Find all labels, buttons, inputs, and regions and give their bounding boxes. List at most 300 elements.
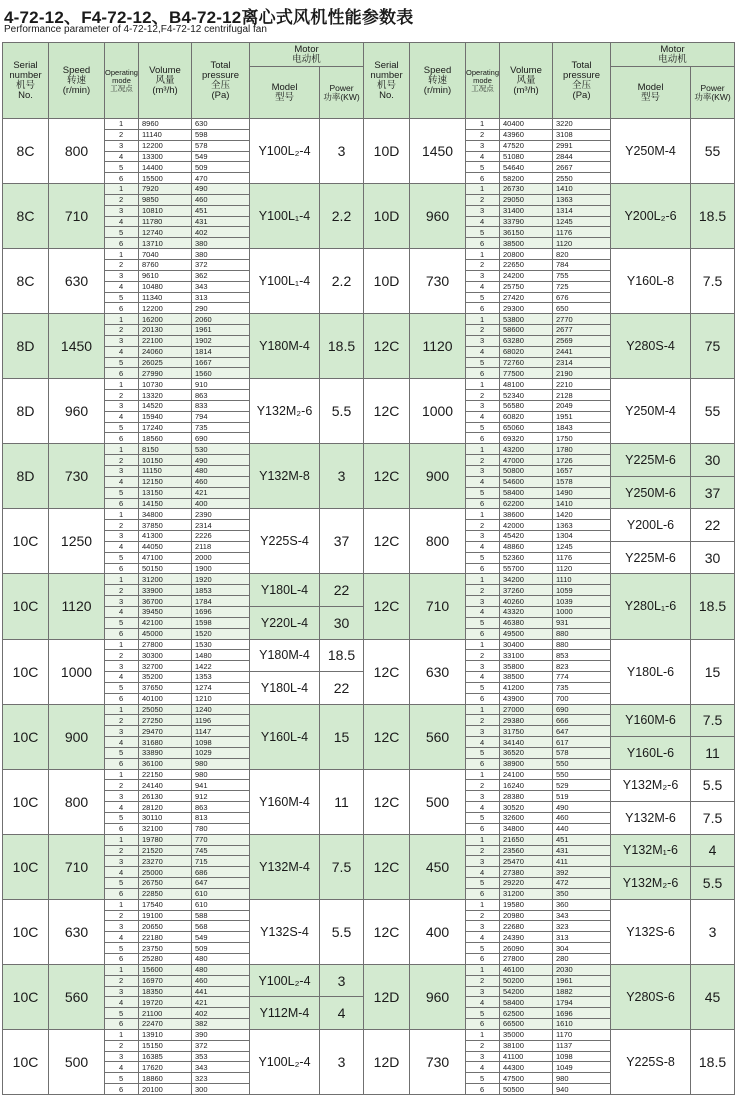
volume-cell: 10150 bbox=[139, 455, 192, 466]
motor-model-cell: Y220L-4 bbox=[250, 606, 320, 639]
operating-point-cell: 3 bbox=[105, 661, 139, 672]
serial-number-cell: 8D bbox=[3, 444, 49, 509]
pressure-cell: 353 bbox=[192, 1051, 250, 1062]
pressure-cell: 863 bbox=[192, 802, 250, 813]
volume-cell: 62500 bbox=[500, 1008, 553, 1019]
motor-model-cell: Y132S-6 bbox=[611, 899, 691, 964]
pressure-cell: 280 bbox=[553, 953, 611, 964]
operating-point-cell: 1 bbox=[466, 704, 500, 715]
motor-power-cell: 18.5 bbox=[320, 314, 364, 379]
speed-cell: 560 bbox=[49, 964, 105, 1029]
volume-cell: 15940 bbox=[139, 411, 192, 422]
operating-point-cell: 4 bbox=[105, 737, 139, 748]
volume-cell: 50150 bbox=[139, 563, 192, 574]
operating-point-cell: 4 bbox=[466, 1062, 500, 1073]
operating-point-cell: 6 bbox=[105, 563, 139, 574]
motor-model-cell: Y132M₂-6 bbox=[611, 769, 691, 802]
motor-model-cell: Y225S-8 bbox=[611, 1029, 691, 1094]
pressure-cell: 421 bbox=[192, 997, 250, 1008]
pressure-cell: 2390 bbox=[192, 509, 250, 520]
operating-point-cell: 3 bbox=[105, 335, 139, 346]
serial-number-cell: 10C bbox=[3, 639, 49, 704]
operating-point-cell: 1 bbox=[466, 119, 500, 130]
speed-cell: 1250 bbox=[49, 509, 105, 574]
pressure-cell: 1098 bbox=[192, 737, 250, 748]
operating-point-cell: 1 bbox=[105, 509, 139, 520]
pressure-cell: 372 bbox=[192, 1040, 250, 1051]
motor-model-cell: Y160M-6 bbox=[611, 704, 691, 737]
motor-model-cell: Y100L₁-4 bbox=[250, 184, 320, 249]
header-volume: Volume 风量 (m³/h) bbox=[139, 43, 192, 119]
volume-cell: 55700 bbox=[500, 563, 553, 574]
volume-cell: 54200 bbox=[500, 986, 553, 997]
pressure-cell: 735 bbox=[553, 682, 611, 693]
pressure-cell: 1560 bbox=[192, 368, 250, 379]
operating-point-cell: 5 bbox=[105, 552, 139, 563]
serial-number-cell: 12C bbox=[364, 704, 410, 769]
operating-point-cell: 2 bbox=[466, 455, 500, 466]
speed-cell: 630 bbox=[49, 899, 105, 964]
pressure-cell: 460 bbox=[192, 476, 250, 487]
motor-power-cell: 18.5 bbox=[691, 184, 735, 249]
operating-point-cell: 4 bbox=[105, 1062, 139, 1073]
pressure-cell: 343 bbox=[192, 281, 250, 292]
volume-cell: 47100 bbox=[139, 552, 192, 563]
motor-power-cell: 2.2 bbox=[320, 184, 364, 249]
volume-cell: 45000 bbox=[139, 628, 192, 639]
header-motor-right: Motor 电动机 bbox=[611, 43, 735, 67]
volume-cell: 54640 bbox=[500, 162, 553, 173]
volume-cell: 37260 bbox=[500, 585, 553, 596]
pressure-cell: 931 bbox=[553, 617, 611, 628]
volume-cell: 20100 bbox=[139, 1084, 192, 1095]
pressure-cell: 610 bbox=[192, 888, 250, 899]
operating-point-cell: 3 bbox=[466, 531, 500, 542]
motor-power-cell: 18.5 bbox=[320, 639, 364, 672]
volume-cell: 43320 bbox=[500, 606, 553, 617]
motor-power-cell: 5.5 bbox=[691, 769, 735, 802]
pressure-cell: 912 bbox=[192, 791, 250, 802]
volume-cell: 30520 bbox=[500, 802, 553, 813]
operating-point-cell: 4 bbox=[466, 476, 500, 487]
operating-point-cell: 1 bbox=[105, 444, 139, 455]
operating-point-cell: 3 bbox=[466, 986, 500, 997]
volume-cell: 34800 bbox=[500, 823, 553, 834]
pressure-cell: 1780 bbox=[553, 444, 611, 455]
speed-cell: 730 bbox=[410, 1029, 466, 1094]
volume-cell: 17240 bbox=[139, 422, 192, 433]
pressure-cell: 1951 bbox=[553, 411, 611, 422]
operating-point-cell: 5 bbox=[105, 487, 139, 498]
operating-point-cell: 4 bbox=[466, 216, 500, 227]
header-serial: Serial number 机号 No. bbox=[3, 43, 49, 119]
pressure-cell: 530 bbox=[192, 444, 250, 455]
volume-cell: 44050 bbox=[139, 541, 192, 552]
speed-cell: 730 bbox=[410, 249, 466, 314]
speed-cell: 800 bbox=[410, 509, 466, 574]
volume-cell: 39450 bbox=[139, 606, 192, 617]
operating-point-cell: 1 bbox=[466, 184, 500, 195]
pressure-cell: 650 bbox=[553, 303, 611, 314]
pressure-cell: 362 bbox=[192, 270, 250, 281]
operating-point-cell: 1 bbox=[466, 1029, 500, 1040]
operating-point-cell: 1 bbox=[105, 639, 139, 650]
operating-point-cell: 5 bbox=[466, 878, 500, 889]
speed-cell: 560 bbox=[410, 704, 466, 769]
serial-number-cell: 12C bbox=[364, 444, 410, 509]
pressure-cell: 1490 bbox=[553, 487, 611, 498]
volume-cell: 33890 bbox=[139, 747, 192, 758]
operating-point-cell: 2 bbox=[105, 259, 139, 270]
table-row bbox=[3, 444, 735, 455]
volume-cell: 68020 bbox=[500, 346, 553, 357]
pressure-cell: 411 bbox=[553, 856, 611, 867]
pressure-cell: 2210 bbox=[553, 379, 611, 390]
table-row bbox=[3, 964, 735, 975]
volume-cell: 8960 bbox=[139, 119, 192, 130]
pressure-cell: 1920 bbox=[192, 574, 250, 585]
volume-cell: 19780 bbox=[139, 834, 192, 845]
pressure-cell: 755 bbox=[553, 270, 611, 281]
operating-point-cell: 2 bbox=[105, 129, 139, 140]
motor-model-cell: Y100L₂-4 bbox=[250, 119, 320, 184]
operating-point-cell: 5 bbox=[105, 422, 139, 433]
speed-cell: 960 bbox=[49, 379, 105, 444]
operating-point-cell: 5 bbox=[105, 813, 139, 824]
motor-model-cell: Y180M-4 bbox=[250, 314, 320, 379]
volume-cell: 26750 bbox=[139, 878, 192, 889]
operating-point-cell: 1 bbox=[466, 249, 500, 260]
serial-number-cell: 12D bbox=[364, 1029, 410, 1094]
motor-model-cell: Y132M₁-6 bbox=[611, 834, 691, 867]
volume-cell: 36150 bbox=[500, 227, 553, 238]
pressure-cell: 360 bbox=[553, 899, 611, 910]
pressure-cell: 770 bbox=[192, 834, 250, 845]
pressure-cell: 1610 bbox=[553, 1019, 611, 1030]
serial-number-cell: 10D bbox=[364, 249, 410, 314]
volume-cell: 23270 bbox=[139, 856, 192, 867]
pressure-cell: 794 bbox=[192, 411, 250, 422]
volume-cell: 23750 bbox=[139, 943, 192, 954]
pressure-cell: 1245 bbox=[553, 541, 611, 552]
pressure-cell: 1480 bbox=[192, 650, 250, 661]
pressure-cell: 490 bbox=[192, 455, 250, 466]
volume-cell: 17540 bbox=[139, 899, 192, 910]
volume-cell: 22470 bbox=[139, 1019, 192, 1030]
operating-point-cell: 6 bbox=[105, 1084, 139, 1095]
operating-point-cell: 4 bbox=[466, 867, 500, 878]
speed-cell: 1120 bbox=[49, 574, 105, 639]
operating-point-cell: 2 bbox=[466, 129, 500, 140]
operating-point-cell: 3 bbox=[105, 1051, 139, 1062]
volume-cell: 15150 bbox=[139, 1040, 192, 1051]
volume-cell: 9610 bbox=[139, 270, 192, 281]
volume-cell: 25000 bbox=[139, 867, 192, 878]
operating-point-cell: 1 bbox=[105, 119, 139, 130]
pressure-cell: 2667 bbox=[553, 162, 611, 173]
operating-point-cell: 1 bbox=[105, 1029, 139, 1040]
pressure-cell: 2118 bbox=[192, 541, 250, 552]
operating-point-cell: 2 bbox=[466, 910, 500, 921]
pressure-cell: 647 bbox=[553, 726, 611, 737]
pressure-cell: 735 bbox=[192, 422, 250, 433]
volume-cell: 62200 bbox=[500, 498, 553, 509]
motor-power-cell: 3 bbox=[320, 119, 364, 184]
operating-point-cell: 6 bbox=[466, 238, 500, 249]
pressure-cell: 323 bbox=[192, 1073, 250, 1084]
operating-point-cell: 6 bbox=[466, 823, 500, 834]
volume-cell: 22180 bbox=[139, 932, 192, 943]
operating-point-cell: 3 bbox=[105, 270, 139, 281]
operating-point-cell: 4 bbox=[466, 281, 500, 292]
motor-power-cell: 7.5 bbox=[320, 834, 364, 899]
operating-point-cell: 3 bbox=[105, 400, 139, 411]
operating-point-cell: 6 bbox=[466, 953, 500, 964]
motor-model-cell: Y100L₂-4 bbox=[250, 964, 320, 997]
pressure-cell: 880 bbox=[553, 628, 611, 639]
pressure-cell: 686 bbox=[192, 867, 250, 878]
volume-cell: 54600 bbox=[500, 476, 553, 487]
operating-point-cell: 1 bbox=[105, 834, 139, 845]
serial-number-cell: 10C bbox=[3, 574, 49, 639]
volume-cell: 12740 bbox=[139, 227, 192, 238]
operating-point-cell: 4 bbox=[466, 932, 500, 943]
volume-cell: 13910 bbox=[139, 1029, 192, 1040]
volume-cell: 7040 bbox=[139, 249, 192, 260]
motor-power-cell: 37 bbox=[320, 509, 364, 574]
operating-point-cell: 1 bbox=[105, 899, 139, 910]
volume-cell: 10730 bbox=[139, 379, 192, 390]
volume-cell: 22850 bbox=[139, 888, 192, 899]
operating-point-cell: 4 bbox=[466, 346, 500, 357]
motor-model-cell: Y132M-6 bbox=[611, 802, 691, 835]
operating-point-cell: 2 bbox=[466, 975, 500, 986]
operating-point-cell: 5 bbox=[105, 617, 139, 628]
pressure-cell: 451 bbox=[192, 205, 250, 216]
volume-cell: 20980 bbox=[500, 910, 553, 921]
pressure-cell: 676 bbox=[553, 292, 611, 303]
volume-cell: 13710 bbox=[139, 238, 192, 249]
pressure-cell: 480 bbox=[192, 466, 250, 477]
pressure-cell: 2049 bbox=[553, 400, 611, 411]
motor-power-cell: 7.5 bbox=[691, 802, 735, 835]
motor-power-cell: 55 bbox=[691, 379, 735, 444]
volume-cell: 30110 bbox=[139, 813, 192, 824]
motor-power-cell: 11 bbox=[320, 769, 364, 834]
pressure-cell: 1210 bbox=[192, 693, 250, 704]
operating-point-cell: 2 bbox=[105, 975, 139, 986]
operating-point-cell: 3 bbox=[466, 400, 500, 411]
pressure-cell: 578 bbox=[553, 747, 611, 758]
volume-cell: 28120 bbox=[139, 802, 192, 813]
volume-cell: 24060 bbox=[139, 346, 192, 357]
pressure-cell: 823 bbox=[553, 661, 611, 672]
speed-cell: 500 bbox=[49, 1029, 105, 1094]
operating-point-cell: 3 bbox=[466, 270, 500, 281]
pressure-cell: 2569 bbox=[553, 335, 611, 346]
volume-cell: 10810 bbox=[139, 205, 192, 216]
operating-point-cell: 1 bbox=[466, 379, 500, 390]
volume-cell: 29380 bbox=[500, 715, 553, 726]
volume-cell: 31200 bbox=[500, 888, 553, 899]
pressure-cell: 1420 bbox=[553, 509, 611, 520]
serial-number-cell: 8C bbox=[3, 249, 49, 314]
motor-model-cell: Y100L₂-4 bbox=[250, 1029, 320, 1094]
volume-cell: 44300 bbox=[500, 1062, 553, 1073]
motor-power-cell: 18.5 bbox=[691, 574, 735, 639]
speed-cell: 730 bbox=[49, 444, 105, 509]
pressure-cell: 1784 bbox=[192, 596, 250, 607]
volume-cell: 25750 bbox=[500, 281, 553, 292]
operating-point-cell: 5 bbox=[105, 747, 139, 758]
volume-cell: 38500 bbox=[500, 672, 553, 683]
pressure-cell: 400 bbox=[192, 498, 250, 509]
table-row bbox=[3, 639, 735, 650]
pressure-cell: 1667 bbox=[192, 357, 250, 368]
operating-point-cell: 2 bbox=[466, 390, 500, 401]
volume-cell: 47000 bbox=[500, 455, 553, 466]
operating-point-cell: 4 bbox=[105, 281, 139, 292]
header-pressure: Total pressure 全压 (Pa) bbox=[192, 43, 250, 119]
volume-cell: 46380 bbox=[500, 617, 553, 628]
volume-cell: 33900 bbox=[139, 585, 192, 596]
volume-cell: 36700 bbox=[139, 596, 192, 607]
operating-point-cell: 5 bbox=[466, 552, 500, 563]
table-row bbox=[3, 249, 735, 260]
volume-cell: 27000 bbox=[500, 704, 553, 715]
volume-cell: 18860 bbox=[139, 1073, 192, 1084]
volume-cell: 40400 bbox=[500, 119, 553, 130]
operating-point-cell: 2 bbox=[105, 715, 139, 726]
volume-cell: 66500 bbox=[500, 1019, 553, 1030]
volume-cell: 31400 bbox=[500, 205, 553, 216]
operating-point-cell: 6 bbox=[466, 888, 500, 899]
operating-point-cell: 3 bbox=[466, 466, 500, 477]
motor-power-cell: 3 bbox=[320, 444, 364, 509]
operating-point-cell: 1 bbox=[105, 184, 139, 195]
operating-point-cell: 4 bbox=[466, 541, 500, 552]
volume-cell: 51080 bbox=[500, 151, 553, 162]
volume-cell: 16385 bbox=[139, 1051, 192, 1062]
operating-point-cell: 3 bbox=[105, 205, 139, 216]
motor-power-cell: 5.5 bbox=[320, 899, 364, 964]
operating-point-cell: 5 bbox=[105, 162, 139, 173]
speed-cell: 400 bbox=[410, 899, 466, 964]
operating-point-cell: 5 bbox=[105, 943, 139, 954]
motor-power-cell: 30 bbox=[691, 444, 735, 477]
operating-point-cell: 4 bbox=[105, 932, 139, 943]
volume-cell: 26090 bbox=[500, 943, 553, 954]
operating-point-cell: 2 bbox=[466, 520, 500, 531]
pressure-cell: 509 bbox=[192, 162, 250, 173]
operating-point-cell: 6 bbox=[105, 953, 139, 964]
pressure-cell: 490 bbox=[192, 184, 250, 195]
pressure-cell: 549 bbox=[192, 151, 250, 162]
operating-point-cell: 4 bbox=[105, 672, 139, 683]
volume-cell: 34200 bbox=[500, 574, 553, 585]
serial-number-cell: 12D bbox=[364, 964, 410, 1029]
operating-point-cell: 2 bbox=[105, 455, 139, 466]
pressure-cell: 2441 bbox=[553, 346, 611, 357]
pressure-cell: 1696 bbox=[553, 1008, 611, 1019]
volume-cell: 20650 bbox=[139, 921, 192, 932]
volume-cell: 40100 bbox=[139, 693, 192, 704]
volume-cell: 36100 bbox=[139, 758, 192, 769]
volume-cell: 52360 bbox=[500, 552, 553, 563]
speed-cell: 630 bbox=[49, 249, 105, 314]
pressure-cell: 343 bbox=[553, 910, 611, 921]
speed-cell: 630 bbox=[410, 639, 466, 704]
volume-cell: 25470 bbox=[500, 856, 553, 867]
volume-cell: 29470 bbox=[139, 726, 192, 737]
operating-point-cell: 2 bbox=[105, 650, 139, 661]
operating-point-cell: 6 bbox=[105, 303, 139, 314]
operating-point-cell: 1 bbox=[466, 964, 500, 975]
volume-cell: 32600 bbox=[500, 813, 553, 824]
motor-power-cell: 5.5 bbox=[691, 867, 735, 900]
motor-power-cell: 3 bbox=[691, 899, 735, 964]
volume-cell: 27250 bbox=[139, 715, 192, 726]
pressure-cell: 1814 bbox=[192, 346, 250, 357]
pressure-cell: 1049 bbox=[553, 1062, 611, 1073]
operating-point-cell: 5 bbox=[466, 162, 500, 173]
operating-point-cell: 4 bbox=[466, 411, 500, 422]
volume-cell: 56580 bbox=[500, 400, 553, 411]
pressure-cell: 880 bbox=[553, 639, 611, 650]
table-row bbox=[3, 704, 735, 715]
volume-cell: 8760 bbox=[139, 259, 192, 270]
pressure-cell: 610 bbox=[192, 899, 250, 910]
operating-point-cell: 3 bbox=[466, 661, 500, 672]
operating-point-cell: 5 bbox=[466, 1008, 500, 1019]
pressure-cell: 421 bbox=[192, 487, 250, 498]
volume-cell: 15600 bbox=[139, 964, 192, 975]
operating-point-cell: 4 bbox=[105, 346, 139, 357]
pressure-cell: 820 bbox=[553, 249, 611, 260]
pressure-cell: 1120 bbox=[553, 563, 611, 574]
operating-point-cell: 6 bbox=[105, 628, 139, 639]
volume-cell: 60820 bbox=[500, 411, 553, 422]
volume-cell: 13320 bbox=[139, 390, 192, 401]
volume-cell: 27800 bbox=[500, 953, 553, 964]
page-title: 4-72-12、F4-72-12、B4-72-12离心式风机性能参数表 bbox=[4, 8, 414, 27]
pressure-cell: 1029 bbox=[192, 747, 250, 758]
motor-model-cell: Y200L-6 bbox=[611, 509, 691, 542]
operating-point-cell: 5 bbox=[466, 747, 500, 758]
pressure-cell: 1314 bbox=[553, 205, 611, 216]
pressure-cell: 1843 bbox=[553, 422, 611, 433]
operating-point-cell: 6 bbox=[105, 758, 139, 769]
motor-model-cell: Y132M-4 bbox=[250, 834, 320, 899]
header-model: Model 型号 bbox=[250, 67, 320, 119]
motor-model-cell: Y132M₂-6 bbox=[250, 379, 320, 444]
volume-cell: 23560 bbox=[500, 845, 553, 856]
operating-point-cell: 2 bbox=[466, 715, 500, 726]
pressure-cell: 980 bbox=[192, 758, 250, 769]
operating-point-cell: 2 bbox=[466, 585, 500, 596]
motor-model-cell: Y280S-4 bbox=[611, 314, 691, 379]
operating-point-cell: 4 bbox=[105, 411, 139, 422]
pressure-cell: 529 bbox=[553, 780, 611, 791]
pressure-cell: 313 bbox=[192, 292, 250, 303]
pressure-cell: 725 bbox=[553, 281, 611, 292]
motor-power-cell: 11 bbox=[691, 737, 735, 770]
table-row bbox=[3, 119, 735, 130]
volume-cell: 32100 bbox=[139, 823, 192, 834]
operating-point-cell: 3 bbox=[466, 140, 500, 151]
operating-point-cell: 6 bbox=[466, 433, 500, 444]
motor-power-cell: 55 bbox=[691, 119, 735, 184]
